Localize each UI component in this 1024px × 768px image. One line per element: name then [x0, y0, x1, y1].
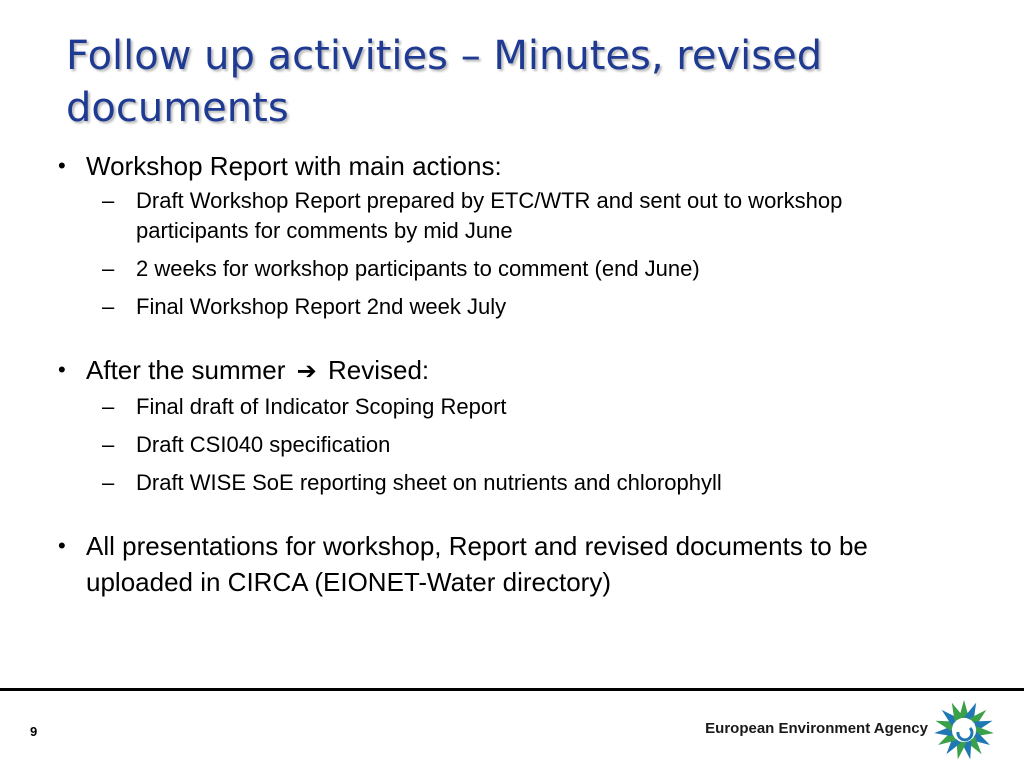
sub-item: [102, 186, 958, 246]
eea-logo-icon: [930, 696, 998, 764]
sub-item: [102, 254, 958, 284]
sub-text: Draft Workshop Report prepared by ETC/WTR and sent out to workshop participants for comments by mid June: [136, 188, 843, 243]
bullet-text: [86, 352, 958, 390]
bullet-text-after: Revised:: [327, 355, 430, 385]
sub-marker: –: [102, 470, 115, 495]
sub-text: Draft WISE SoE reporting sheet on nutrients and chlorophyll: [136, 470, 722, 495]
sub-item: [102, 468, 958, 498]
bullet-marker: •: [58, 357, 66, 382]
sub-text: Final draft of Indicator Scoping Report: [136, 394, 507, 419]
sub-text: Draft CSI040 specification: [136, 432, 391, 457]
bullet-text: Workshop Report with main actions:: [86, 151, 502, 181]
bullet-item: [58, 352, 958, 390]
footer-divider: [0, 688, 1024, 691]
sub-marker: –: [102, 188, 115, 213]
sub-text: Final Workshop Report 2nd week July: [136, 294, 507, 319]
sub-marker: –: [102, 432, 115, 457]
sub-item: [102, 392, 958, 422]
sub-text: 2 weeks for workshop participants to comment (end June): [136, 256, 700, 281]
sub-list: [102, 186, 958, 322]
sub-item: [102, 292, 958, 322]
bullet-text: All presentations for workshop, Report and revised documents to be uploaded in CIRCA (EIONET-Water directory): [86, 531, 868, 597]
bullet-text-before: After the summer: [86, 355, 286, 385]
bullet-group-after-summer: [58, 352, 958, 498]
sub-list: [102, 392, 958, 498]
bullet-group-workshop-report: [58, 148, 958, 322]
page-number: 9: [30, 724, 38, 739]
sub-marker: –: [102, 294, 115, 319]
bullet-marker: •: [58, 153, 66, 178]
agency-name: European Environment Agency: [705, 720, 928, 737]
sub-item: [102, 430, 958, 460]
sub-marker: –: [102, 394, 115, 419]
bullet-item: [58, 148, 958, 184]
slide-body: [58, 148, 958, 630]
bullet-group-presentations: [58, 528, 958, 600]
bullet-marker: •: [58, 533, 66, 558]
slide-title: Follow up activities – Minutes, revised documents: [66, 33, 823, 131]
bullet-item: [58, 528, 958, 600]
right-arrow-icon: ➔: [296, 358, 317, 385]
sub-marker: –: [102, 256, 115, 281]
